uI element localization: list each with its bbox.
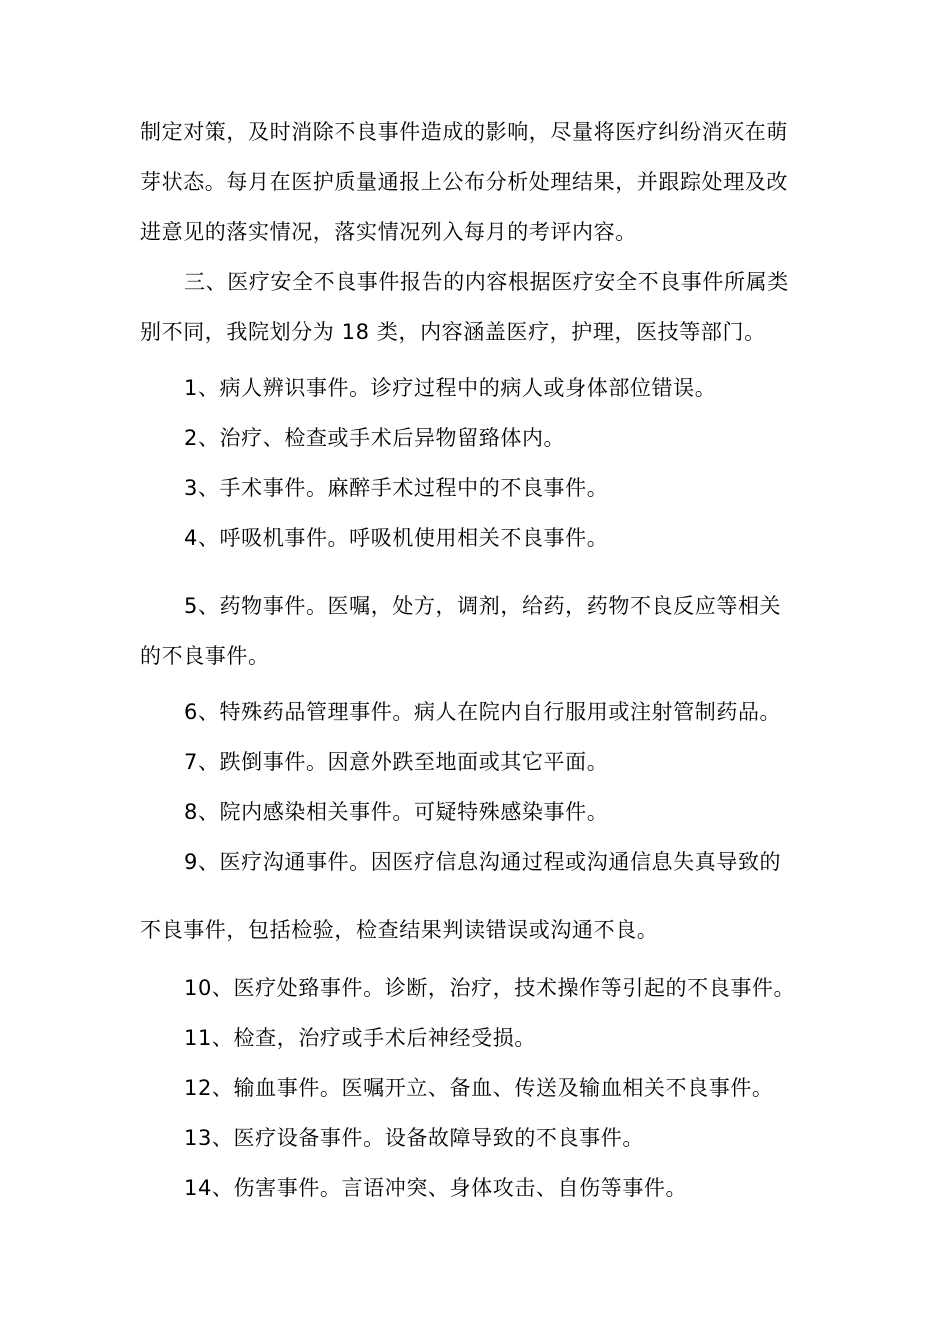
list-item-6: 6、特殊药品管理事件。病人在院内自行服用或注射管制药品。: [184, 700, 782, 724]
list-item-11: 11、检查，治疗或手术后神经受损。: [184, 1026, 536, 1050]
list-item-5-line-2: 的不良事件。: [140, 644, 270, 668]
paragraph-1-line-2: 芽状态。每月在医护质量通报上公布分析处理结果，并跟踪处理及改: [140, 170, 788, 194]
list-item-10: 10、医疗处臵事件。诊断，治疗，技术操作等引起的不良事件。: [184, 976, 796, 1000]
paragraph-2-line-1: 三、医疗安全不良事件报告的内容根据医疗安全不良事件所属类: [184, 270, 789, 294]
list-item-2: 2、治疗、检查或手术后异物留臵体内。: [184, 426, 566, 450]
list-item-1: 1、病人辨识事件。诊疗过程中的病人或身体部位错误。: [184, 376, 717, 400]
list-item-7: 7、跌倒事件。因意外跌至地面或其它平面。: [184, 750, 609, 774]
list-item-5-line-1: 5、药物事件。医嘱，处方，调剂，给药，药物不良反应等相关: [184, 594, 782, 618]
list-item-12: 12、输血事件。医嘱开立、备血、传送及输血相关不良事件。: [184, 1076, 774, 1100]
list-item-9-line-1: 9、医疗沟通事件。因医疗信息沟通过程或沟通信息失真导致的: [184, 850, 782, 874]
list-item-3: 3、手术事件。麻醉手术过程中的不良事件。: [184, 476, 609, 500]
list-item-8: 8、院内感染相关事件。可疑特殊感染事件。: [184, 800, 609, 824]
list-item-4: 4、呼吸机事件。呼吸机使用相关不良事件。: [184, 526, 609, 550]
paragraph-1-line-3: 进意见的落实情况，落实情况列入每月的考评内容。: [140, 220, 637, 244]
paragraph-2-line-2: 别不同，我院划分为 18 类，内容涵盖医疗，护理，医技等部门。: [140, 320, 766, 344]
list-item-14: 14、伤害事件。言语冲突、身体攻击、自伤等事件。: [184, 1176, 688, 1200]
paragraph-1-line-1: 制定对策，及时消除不良事件造成的影响，尽量将医疗纠纷消灭在萌: [140, 120, 788, 144]
list-item-13: 13、医疗设备事件。设备故障导致的不良事件。: [184, 1126, 644, 1150]
list-item-9-line-2: 不良事件，包括检验，检查结果判读错误或沟通不良。: [140, 918, 659, 942]
